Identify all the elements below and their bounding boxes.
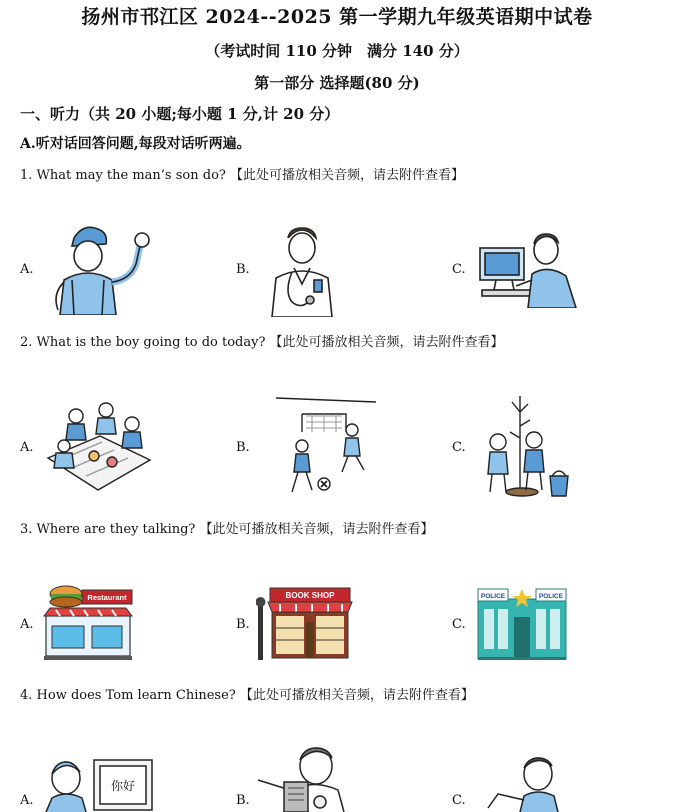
q4-option-a-label: A. xyxy=(20,793,34,808)
kids-planting-tree-icon xyxy=(478,392,574,500)
question-1-text: 1. What may the man’s son do? 【此处可播放相关音频，请去附件查看】 xyxy=(20,168,464,183)
doctor-with-stethoscope-icon xyxy=(262,222,342,317)
man-at-computer-icon xyxy=(476,228,580,308)
q2-option-b-label: B. xyxy=(236,440,250,455)
q4-option-c-label: C. xyxy=(452,793,466,808)
q1-option-b-label: B. xyxy=(236,262,250,277)
kids-picnic-icon xyxy=(42,398,154,494)
person-with-radio-icon xyxy=(254,744,364,812)
question-2-text: 2. What is the boy going to do today? 【此处可播放相关音频，请去附件查看】 xyxy=(20,335,504,350)
q2-option-a-label: A. xyxy=(20,440,34,455)
question-4-text: 4. How does Tom learn Chinese? 【此处可播放相关音频，请去附件查看】 xyxy=(20,688,474,703)
police-sign-left: POLICE xyxy=(480,593,506,600)
q1-option-a-label: A. xyxy=(20,262,34,277)
book-shop-icon xyxy=(256,582,354,662)
book-shop-sign: BOOK SHOP xyxy=(285,591,335,600)
worker-flexing-arm-icon xyxy=(44,220,154,315)
exam-subtitle: （考试时间 110 分钟 满分 140 分） xyxy=(205,42,469,60)
boys-playing-football-icon xyxy=(272,392,380,502)
police-station-icon xyxy=(474,585,570,661)
restaurant-sign: Restaurant xyxy=(87,593,127,602)
section-heading: 一、听力（共 20 小题;每小题 1 分,计 20 分） xyxy=(20,105,340,123)
screen-text: 你好 xyxy=(110,779,136,793)
exam-title: 扬州市邗江区 2024--2025 第一学期九年级英语期中试卷 xyxy=(81,6,593,28)
teacher-pointing-icon xyxy=(486,754,570,812)
q3-option-b-label: B. xyxy=(236,617,250,632)
person-at-computer-icon xyxy=(44,756,156,812)
q4-option-b-label: B. xyxy=(236,793,250,808)
restaurant-icon xyxy=(40,580,136,662)
q3-option-c-label: C. xyxy=(452,617,466,632)
part-heading: 第一部分 选择题(80 分) xyxy=(254,74,420,92)
q2-option-c-label: C. xyxy=(452,440,466,455)
question-3-text: 3. Where are they talking? 【此处可播放相关音频，请去附件查看】 xyxy=(20,522,434,537)
section-instruction: A.听对话回答问题,每段对话听两遍。 xyxy=(20,136,251,152)
q3-option-a-label: A. xyxy=(20,617,34,632)
q1-option-c-label: C. xyxy=(452,262,466,277)
police-sign-right: POLICE xyxy=(538,593,564,600)
